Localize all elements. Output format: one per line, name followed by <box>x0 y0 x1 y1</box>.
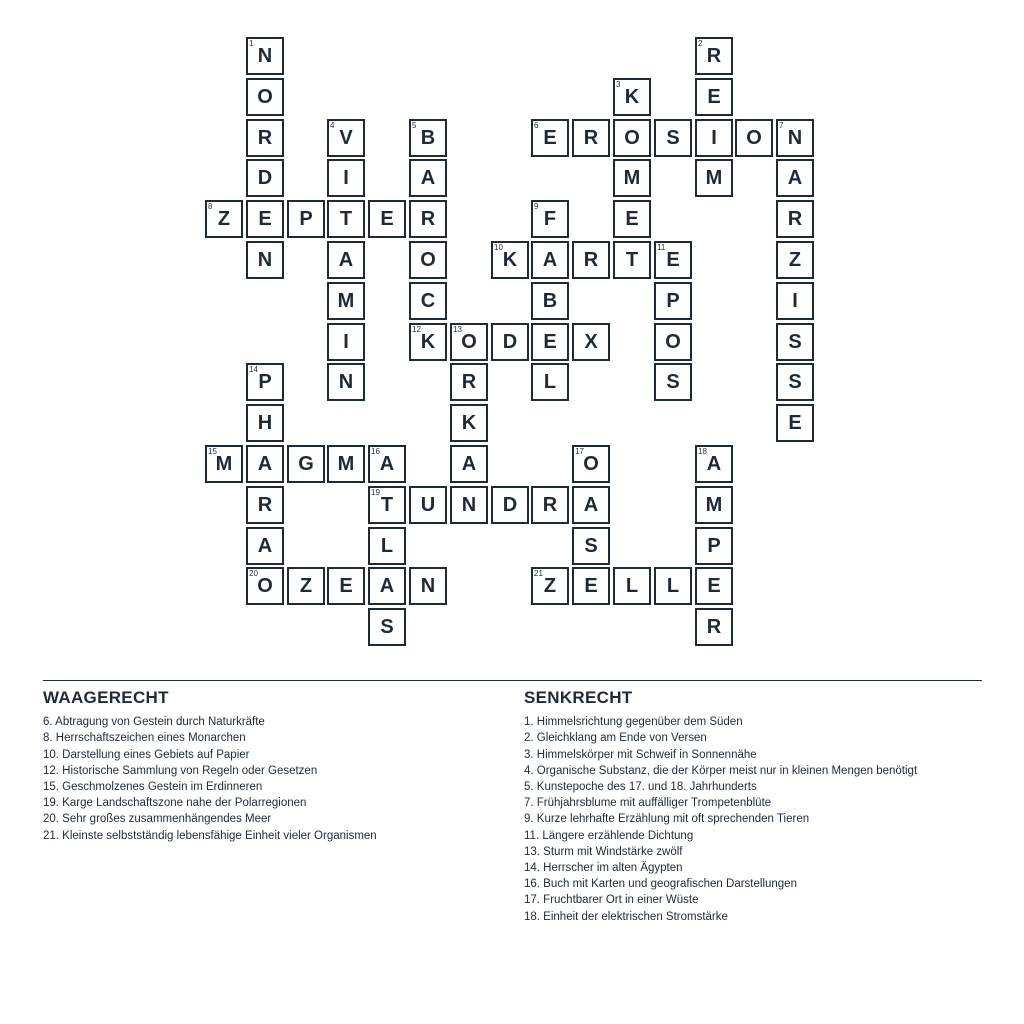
crossword-cell[interactable] <box>695 527 733 565</box>
down-clue: 16. Buch mit Karten und geografischen Darstellungen <box>524 878 797 891</box>
crossword-cell[interactable] <box>695 445 733 483</box>
cell-letter: U <box>420 493 436 516</box>
crossword-cell[interactable] <box>246 404 284 442</box>
across-clue: 6. Abtragung von Gestein durch Naturkräfte <box>43 716 265 729</box>
cell-letter: E <box>625 207 639 230</box>
cell-letter: Z <box>217 207 231 230</box>
clue-number: 10 <box>494 243 503 252</box>
crossword-cell[interactable] <box>572 486 610 524</box>
down-clue: 7. Frühjahrsblume mit auffälliger Trompetenblüte <box>524 797 772 810</box>
cell-letter: H <box>257 411 273 434</box>
cell-letter: O <box>665 330 681 353</box>
crossword-cell[interactable] <box>368 608 406 646</box>
crossword-cell[interactable] <box>327 159 365 197</box>
cell-letter: D <box>502 493 518 516</box>
crossword-cell[interactable] <box>327 119 365 157</box>
cell-letter: R <box>420 207 436 230</box>
cell-letter: A <box>461 452 477 475</box>
crossword-cell[interactable] <box>205 445 243 483</box>
cell-letter: T <box>380 493 394 516</box>
clue-number: 7 <box>779 121 784 130</box>
cell-letter: D <box>257 166 273 189</box>
cell-letter: P <box>258 370 272 393</box>
cell-letter: R <box>706 44 722 67</box>
crossword-cell[interactable] <box>246 159 284 197</box>
crossword-cell[interactable] <box>327 445 365 483</box>
cell-letter: R <box>787 207 803 230</box>
crossword-cell[interactable] <box>246 486 284 524</box>
cell-letter: M <box>623 166 641 189</box>
crossword-cell[interactable] <box>572 527 610 565</box>
cell-letter: R <box>461 370 477 393</box>
crossword-cell[interactable] <box>205 200 243 238</box>
clue-number: 4 <box>330 121 335 130</box>
crossword-cell[interactable] <box>368 567 406 605</box>
cell-letter: A <box>338 248 354 271</box>
cell-letter: P <box>707 534 721 557</box>
cell-letter: T <box>625 248 639 271</box>
cell-letter: D <box>502 330 518 353</box>
down-heading: SENKRECHT <box>524 688 633 707</box>
clue-number: 11 <box>657 243 666 252</box>
clue-number: 21 <box>534 569 543 578</box>
cell-letter: S <box>666 370 680 393</box>
crossword-cell[interactable] <box>776 200 814 238</box>
clue-number: 13 <box>453 325 462 334</box>
crossword-cell[interactable] <box>287 200 325 238</box>
crossword-cell[interactable] <box>654 323 692 361</box>
cell-letter: R <box>583 248 599 271</box>
cell-letter: A <box>379 452 395 475</box>
cell-letter: L <box>543 370 557 393</box>
crossword-cell[interactable] <box>613 200 651 238</box>
crossword-cell[interactable] <box>613 241 651 279</box>
clue-number: 14 <box>249 365 258 374</box>
crossword-cell[interactable] <box>246 200 284 238</box>
crossword-cell[interactable] <box>246 567 284 605</box>
crossword-cell[interactable] <box>491 486 529 524</box>
cell-letter: O <box>257 85 273 108</box>
crossword-cell[interactable] <box>531 241 569 279</box>
down-clue-list <box>524 714 964 925</box>
cell-letter: R <box>542 493 558 516</box>
clue-number: 2 <box>698 39 703 48</box>
cell-letter: A <box>787 166 803 189</box>
across-clue: 19. Karge Landschaftszone nahe der Polarregionen <box>43 797 307 810</box>
cell-letter: I <box>343 166 349 189</box>
cell-letter: N <box>461 493 477 516</box>
clue-number: 12 <box>412 325 421 334</box>
cell-letter: A <box>379 574 395 597</box>
cell-letter: L <box>380 534 394 557</box>
crossword-cell[interactable] <box>368 200 406 238</box>
across-clue-list <box>43 714 483 844</box>
cell-letter: R <box>706 615 722 638</box>
crossword-cell[interactable] <box>450 323 488 361</box>
crossword-cell[interactable] <box>776 119 814 157</box>
crossword-cell[interactable] <box>654 119 692 157</box>
cell-letter: I <box>343 330 349 353</box>
crossword-cell[interactable] <box>695 608 733 646</box>
crossword-cell[interactable] <box>409 200 447 238</box>
crossword-cell[interactable] <box>327 323 365 361</box>
cell-letter: B <box>420 126 436 149</box>
crossword-cell[interactable] <box>409 486 447 524</box>
down-clue: 13. Sturm mit Windstärke zwölf <box>524 845 683 858</box>
clue-number: 1 <box>249 39 254 48</box>
across-clue: 21. Kleinste selbstständig lebensfähige Einheit vieler Organismen <box>43 829 377 842</box>
cell-letter: M <box>215 452 233 475</box>
crossword-cell[interactable] <box>572 567 610 605</box>
crossword-cell[interactable] <box>776 159 814 197</box>
clue-number: 18 <box>698 447 707 456</box>
crossword-cell[interactable] <box>409 567 447 605</box>
crossword-cell[interactable] <box>246 445 284 483</box>
cell-letter: R <box>257 126 273 149</box>
down-clue: 18. Einheit der elektrischen Stromstärke <box>524 910 728 923</box>
cell-letter: N <box>338 370 354 393</box>
cell-letter: K <box>624 85 640 108</box>
cell-letter: S <box>584 534 598 557</box>
crossword-cell[interactable] <box>572 323 610 361</box>
down-clue: 14. Herrscher im alten Ägypten <box>524 862 683 875</box>
crossword-cell[interactable] <box>776 241 814 279</box>
crossword-cell[interactable] <box>613 119 651 157</box>
down-clue: 3. Himmelskörper mit Schweif in Sonnennähe <box>524 748 757 761</box>
crossword-cell[interactable] <box>327 282 365 320</box>
crossword-cell[interactable] <box>246 119 284 157</box>
cell-letter: N <box>420 574 436 597</box>
cell-letter: K <box>461 411 477 434</box>
cell-letter: E <box>543 330 557 353</box>
crossword-cell[interactable] <box>246 78 284 116</box>
down-clue: 5. Kunstepoche des 17. und 18. Jahrhunderts <box>524 781 757 794</box>
across-clues-section <box>43 690 483 844</box>
cell-letter: S <box>380 615 394 638</box>
across-clue: 20. Sehr großes zusammenhängendes Meer <box>43 813 272 826</box>
cell-letter: V <box>339 126 353 149</box>
crossword-cell[interactable] <box>531 486 569 524</box>
cell-letter: A <box>542 248 558 271</box>
down-clue: 2. Gleichklang am Ende von Versen <box>524 732 707 745</box>
crossword-cell[interactable] <box>613 567 651 605</box>
clue-number: 6 <box>534 121 539 130</box>
crossword-cell[interactable] <box>368 486 406 524</box>
cell-letter: M <box>705 493 723 516</box>
crossword-cell[interactable] <box>531 323 569 361</box>
crossword-cell[interactable] <box>287 445 325 483</box>
crossword-cell[interactable] <box>327 567 365 605</box>
cell-letter: C <box>420 289 436 312</box>
cell-letter: E <box>707 574 721 597</box>
cell-letter: A <box>706 452 722 475</box>
across-clue: 8. Herrschaftszeichen eines Monarchen <box>43 732 246 745</box>
clue-number: 16 <box>371 447 380 456</box>
crossword-cell[interactable] <box>572 241 610 279</box>
divider-line <box>43 680 982 681</box>
crossword-cell[interactable] <box>531 363 569 401</box>
crossword-cell[interactable] <box>409 159 447 197</box>
crossword-cell[interactable] <box>327 363 365 401</box>
cell-letter: L <box>666 574 680 597</box>
down-clue: 11. Längere erzählende Dichtung <box>524 829 694 842</box>
crossword-cell[interactable] <box>368 527 406 565</box>
crossword-cell[interactable] <box>450 363 488 401</box>
crossword-cell[interactable] <box>409 241 447 279</box>
cell-letter: N <box>257 248 273 271</box>
crossword-cell[interactable] <box>450 486 488 524</box>
cell-letter: Z <box>543 574 557 597</box>
crossword-cell[interactable] <box>776 363 814 401</box>
clue-number: 15 <box>208 447 217 456</box>
crossword-cell[interactable] <box>327 200 365 238</box>
cell-letter: P <box>666 289 680 312</box>
clue-number: 9 <box>534 202 539 211</box>
crossword-cell[interactable] <box>450 404 488 442</box>
cell-letter: M <box>337 289 355 312</box>
cell-letter: E <box>339 574 353 597</box>
cell-letter: L <box>625 574 639 597</box>
clue-number: 20 <box>249 569 258 578</box>
clue-number: 5 <box>412 121 417 130</box>
cell-letter: E <box>258 207 272 230</box>
crossword-cell[interactable] <box>409 323 447 361</box>
clue-number: 19 <box>371 488 380 497</box>
crossword-cell[interactable] <box>735 119 773 157</box>
crossword-cell[interactable] <box>776 323 814 361</box>
crossword-cell[interactable] <box>572 445 610 483</box>
cell-letter: F <box>543 207 557 230</box>
cell-letter: K <box>420 330 436 353</box>
crossword-cell[interactable] <box>776 282 814 320</box>
crossword-cell[interactable] <box>491 323 529 361</box>
crossword-cell[interactable] <box>246 363 284 401</box>
cell-letter: O <box>583 452 599 475</box>
crossword-cell[interactable] <box>695 567 733 605</box>
down-clue: 9. Kurze lehrhafte Erzählung mit oft sprechenden Tieren <box>524 813 810 826</box>
cell-letter: A <box>257 452 273 475</box>
cell-letter: A <box>583 493 599 516</box>
across-clue: 15. Geschmolzenes Gestein im Erdinneren <box>43 781 263 794</box>
cell-letter: E <box>380 207 394 230</box>
crossword-cell[interactable] <box>491 241 529 279</box>
cell-letter: A <box>257 534 273 557</box>
cell-letter: I <box>792 289 798 312</box>
cell-letter: E <box>788 411 802 434</box>
crossword-cell[interactable] <box>776 404 814 442</box>
cell-letter: R <box>257 493 273 516</box>
crossword-cell[interactable] <box>654 567 692 605</box>
crossword-cell[interactable] <box>368 445 406 483</box>
cell-letter: O <box>257 574 273 597</box>
crossword-cell[interactable] <box>654 241 692 279</box>
crossword-cell[interactable] <box>695 119 733 157</box>
crossword-cell[interactable] <box>409 282 447 320</box>
crossword-cell[interactable] <box>531 119 569 157</box>
cell-letter: R <box>583 126 599 149</box>
cell-letter: M <box>337 452 355 475</box>
cell-letter: N <box>787 126 803 149</box>
crossword-cell[interactable] <box>695 78 733 116</box>
crossword-cell[interactable] <box>695 159 733 197</box>
crossword-cell[interactable] <box>531 200 569 238</box>
down-clue: 17. Fruchtbarer Ort in einer Wüste <box>524 894 699 907</box>
cell-letter: T <box>339 207 353 230</box>
across-heading: WAAGERECHT <box>43 688 169 707</box>
clue-number: 3 <box>616 80 621 89</box>
crossword-cell[interactable] <box>246 241 284 279</box>
cell-letter: Z <box>299 574 313 597</box>
down-clues-section <box>524 690 964 925</box>
across-clue: 12. Historische Sammlung von Regeln oder Gesetzen <box>43 764 318 777</box>
cell-letter: P <box>299 207 313 230</box>
cell-letter: E <box>707 85 721 108</box>
cell-letter: A <box>420 166 436 189</box>
crossword-cell[interactable] <box>613 78 651 116</box>
clue-number: 8 <box>208 202 213 211</box>
clue-number: 17 <box>575 447 584 456</box>
cell-letter: O <box>624 126 640 149</box>
cell-letter: S <box>666 126 680 149</box>
cell-letter: I <box>711 126 717 149</box>
crossword-cell[interactable] <box>654 282 692 320</box>
down-clue: 4. Organische Substanz, die der Körper meist nur in kleinen Mengen benötigt <box>524 764 918 777</box>
cell-letter: E <box>584 574 598 597</box>
cell-letter: B <box>542 289 558 312</box>
crossword-cell[interactable] <box>287 567 325 605</box>
crossword-cell[interactable] <box>531 567 569 605</box>
crossword-cell[interactable] <box>327 241 365 279</box>
across-clue: 10. Darstellung eines Gebiets auf Papier <box>43 748 250 761</box>
crossword-cell[interactable] <box>572 119 610 157</box>
cell-letter: M <box>705 166 723 189</box>
crossword-cell[interactable] <box>246 37 284 75</box>
crossword-cell[interactable] <box>409 119 447 157</box>
cell-letter: S <box>788 330 802 353</box>
cell-letter: O <box>461 330 477 353</box>
cell-letter: N <box>257 44 273 67</box>
cell-letter: K <box>502 248 518 271</box>
cell-letter: X <box>584 330 598 353</box>
crossword-cell[interactable] <box>613 159 651 197</box>
cell-letter: S <box>788 370 802 393</box>
crossword-cell[interactable] <box>450 445 488 483</box>
crossword-cell[interactable] <box>654 363 692 401</box>
crossword-cell[interactable] <box>695 37 733 75</box>
cell-letter: O <box>420 248 436 271</box>
cell-letter: O <box>746 126 762 149</box>
crossword-cell[interactable] <box>246 527 284 565</box>
cell-letter: E <box>666 248 680 271</box>
crossword-cell[interactable] <box>531 282 569 320</box>
cell-letter: E <box>543 126 557 149</box>
cell-letter: Z <box>788 248 802 271</box>
cell-letter: G <box>298 452 314 475</box>
down-clue: 1. Himmelsrichtung gegenüber dem Süden <box>524 716 743 729</box>
crossword-cell[interactable] <box>695 486 733 524</box>
